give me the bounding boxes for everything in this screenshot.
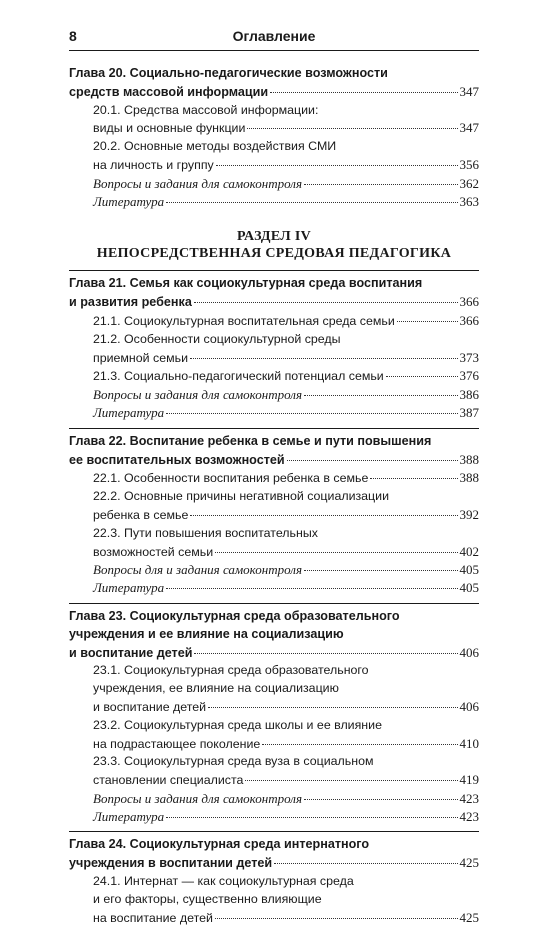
- page-ref: 406: [459, 644, 479, 660]
- dot-leader: [287, 460, 458, 461]
- toc-entry-20-questions[interactable]: Вопросы и задания для самоконтроля 362: [93, 175, 479, 191]
- toc-entry-21-1[interactable]: 21.1. Социокультурная воспитательная среда семьи 366: [93, 312, 479, 328]
- page-ref: 387: [459, 404, 479, 420]
- chapter-divider: [69, 428, 479, 429]
- chapter-21: [69, 275, 479, 421]
- dot-leader: [166, 817, 457, 818]
- chapter-20: [69, 65, 479, 210]
- dot-leader: [166, 202, 457, 203]
- toc-entry-22-3[interactable]: 22.3. Пути повышения воспитательных возможностей семьи 402: [93, 525, 479, 559]
- dot-leader: [190, 358, 457, 359]
- chapter-24: [69, 836, 479, 927]
- dot-leader: [270, 92, 457, 93]
- page-ref: 423: [459, 808, 479, 824]
- chapter-divider: [69, 603, 479, 604]
- chapter-divider: [69, 831, 479, 832]
- toc-entry-22-literature[interactable]: Литература 405: [93, 580, 479, 596]
- page-ref: 410: [459, 735, 479, 751]
- page-ref: 373: [459, 349, 479, 365]
- page-ref: 376: [459, 368, 479, 384]
- dot-leader: [215, 918, 458, 919]
- book-page: [69, 24, 479, 928]
- toc-entry-21-2[interactable]: 21.2. Особенности социокультурной среды приемной семьи 373: [93, 331, 479, 365]
- chapter-divider: [69, 270, 479, 271]
- chapter-23-title[interactable]: Глава 23. Социокультурная среда образовательного учреждения и ее влияние на социализацию и воспитание детей 406: [69, 608, 479, 660]
- chapter-22: [69, 433, 479, 597]
- toc-entry-23-literature[interactable]: Литература 423: [93, 808, 479, 824]
- dot-leader: [397, 321, 458, 322]
- page-ref: 363: [459, 193, 479, 209]
- dot-leader: [247, 128, 457, 129]
- page-ref: 386: [459, 387, 479, 403]
- page-title: Оглавление: [232, 28, 316, 44]
- toc-entry-22-questions[interactable]: Вопросы для и задания самоконтроля 405: [93, 562, 479, 578]
- section-title: НЕПОСРЕДСТВЕННАЯ СРЕДОВАЯ ПЕДАГОГИКА: [96, 246, 452, 262]
- dot-leader: [370, 478, 457, 479]
- toc-entry-23-1[interactable]: 23.1. Социокультурная среда образовательного учреждения, ее влияние на социализацию и воспитание детей 406: [93, 663, 479, 714]
- page-ref: 366: [459, 312, 479, 328]
- dot-leader: [304, 395, 458, 396]
- toc-entry-20-literature[interactable]: Литература 363: [93, 193, 479, 209]
- page-ref: 405: [459, 562, 479, 578]
- running-header: [69, 24, 479, 51]
- dot-leader: [194, 653, 457, 654]
- dot-leader: [194, 302, 458, 303]
- dot-leader: [216, 165, 458, 166]
- toc-entry-22-1[interactable]: 22.1. Особенности воспитания ребенка в семье 388: [93, 470, 479, 486]
- chapter-22-title[interactable]: Глава 22. Воспитание ребенка в семье и пути повышения ее воспитательных возможностей 388: [69, 433, 479, 467]
- page-ref: 402: [459, 543, 479, 559]
- chapter-21-title[interactable]: Глава 21. Семья как социокультурная среда воспитания и развития ребенка 366: [69, 276, 479, 310]
- page-ref: 362: [459, 175, 479, 191]
- dot-leader: [208, 707, 457, 708]
- page-ref: 347: [459, 83, 479, 99]
- chapter-23: [69, 608, 479, 826]
- page-ref: 356: [459, 156, 479, 172]
- page-ref: 405: [459, 580, 479, 596]
- dot-leader: [304, 570, 458, 571]
- toc-entry-22-2[interactable]: 22.2. Основные причины негативной социализации ребенка в семье 392: [93, 489, 479, 522]
- toc-entry-24-1[interactable]: 24.1. Интернат — как социокультурная среда и его факторы, существенно влияющие на воспитание детей 425: [93, 874, 479, 925]
- page-ref: 406: [459, 698, 479, 714]
- page-number: 8: [69, 28, 77, 44]
- toc-entry-21-3[interactable]: 21.3. Социально-педагогический потенциал семьи 376: [93, 368, 479, 384]
- toc-entry-21-literature[interactable]: Литература 387: [93, 404, 479, 420]
- dot-leader: [304, 184, 458, 185]
- page-ref: 419: [459, 772, 479, 788]
- page-ref: 366: [459, 294, 479, 310]
- page-ref: 388: [459, 470, 479, 486]
- toc-entry-23-2[interactable]: 23.2. Социокультурная среда школы и ее влияние на подрастающее поколение 410: [93, 717, 479, 751]
- toc-entry-21-questions[interactable]: Вопросы и задания для самоконтроля 386: [93, 387, 479, 403]
- dot-leader: [262, 744, 457, 745]
- dot-leader: [274, 863, 457, 864]
- table-of-contents: [69, 51, 479, 927]
- dot-leader: [166, 413, 457, 414]
- page-ref: 425: [459, 855, 479, 871]
- section-heading: [69, 228, 479, 262]
- dot-leader: [166, 588, 457, 589]
- page-ref: 423: [459, 790, 479, 806]
- page-ref: 347: [459, 120, 479, 136]
- dot-leader: [215, 552, 457, 553]
- toc-entry-23-3[interactable]: 23.3. Социокультурная среда вуза в социальном становлении специалиста 419: [93, 754, 479, 788]
- chapter-24-title[interactable]: Глава 24. Социокультурная среда интернатного учреждения в воспитании детей 425: [69, 837, 479, 871]
- toc-entry-20-2[interactable]: 20.2. Основные методы воздействия СМИ на личность и группу 356: [93, 139, 479, 172]
- page-ref: 425: [459, 909, 479, 925]
- dot-leader: [386, 376, 458, 377]
- page-ref: 388: [459, 451, 479, 467]
- chapter-20-title[interactable]: Глава 20. Социально-педагогические возможности средств массовой информации 347: [69, 66, 479, 99]
- toc-entry-23-questions[interactable]: Вопросы и задания для самоконтроля 423: [93, 790, 479, 806]
- toc-entry-20-1[interactable]: 20.1. Средства массовой информации: виды и основные функции 347: [93, 102, 479, 136]
- dot-leader: [245, 780, 457, 781]
- dot-leader: [190, 515, 457, 516]
- section-number: РАЗДЕЛ IV: [236, 229, 312, 245]
- page-ref: 392: [459, 506, 479, 522]
